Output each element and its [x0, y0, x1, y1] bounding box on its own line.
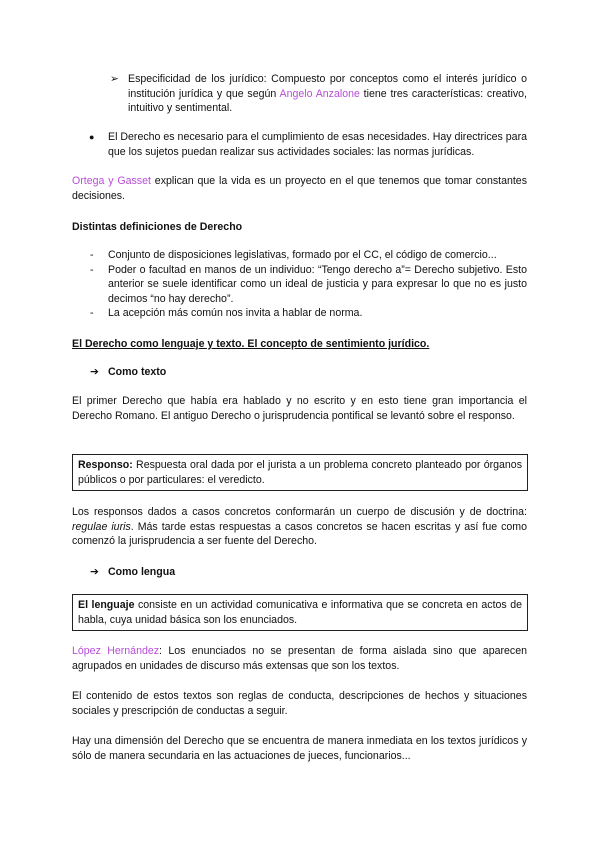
- list-item: - Poder o facultad en manos de un individuo: “Tengo derecho a”= Derecho subjetivo. Esto anterior se suele identificar como un ideal de justicia y para expresar lo que no es justo decimos “no hay derecho”.: [90, 263, 527, 305]
- responso-definition-box: Responso: Respuesta oral dada por el jurista a un problema concreto planteado por órganos públicos o por particulares: el veredicto.: [72, 454, 528, 491]
- lenguaje-definition-box: El lenguaje consiste en un actividad comunicativa e informativa que se concreta en actos de habla, cuya unidad básica son los enunciados.: [72, 594, 528, 631]
- dimension-paragraph: Hay una dimensión del Derecho que se encuentra de manera inmediata en los textos jurídicos y sólo de manera secundaria en las actuaciones de jueces, funcionarios...: [72, 735, 527, 762]
- definitions-heading: Distintas definiciones de Derecho: [72, 221, 243, 233]
- bullet-derecho-necesario: [89, 130, 527, 159]
- dash-marker: -: [90, 263, 94, 276]
- primer-derecho-paragraph: El primer Derecho que había era hablado y no escrito y en esto tiene gran importancia el Derecho Romano. El antiguo Derecho o jurisprudencia pontifical se levantó sobre el responso.: [72, 395, 527, 422]
- definitions-list: [90, 248, 527, 321]
- section-heading-lenguaje-texto: El Derecho como lenguaje y texto. El concepto de sentimiento jurídico.: [72, 338, 430, 350]
- especificidad-text: Especificidad de los jurídico: Compuesto por conceptos como el interés jurídico o institución jurídica y que según Angelo Anzalone tiene tres características: creativo, intuitivo y sentimental.: [128, 73, 527, 114]
- contenido-paragraph: El contenido de estos textos son reglas de conducta, descripciones de hechos y situaciones sociales y prescripción de conductas a seguir.: [72, 690, 527, 717]
- dash-marker: -: [90, 249, 94, 261]
- bullet-text: El Derecho es necesario para el cumplimiento de esas necesidades. Hay directrices para que los sujetos puedan realizar sus actividades sociales: las normas jurídicas.: [108, 131, 527, 158]
- author-anzalone: Angelo Anzalone: [279, 87, 360, 100]
- subheading-como-texto: ➔ Como texto: [90, 366, 167, 378]
- right-arrow-icon: ➔: [90, 566, 99, 578]
- author-lopez: López Hernández: [72, 645, 160, 657]
- list-item: - La acepción más común nos invita a hablar de norma.: [90, 307, 363, 319]
- dash-marker: -: [90, 307, 94, 319]
- round-bullet-icon: ●: [89, 132, 95, 142]
- subheading-como-lengua: ➔ Como lengua: [90, 566, 176, 578]
- lopez-paragraph: López Hernández: Los enunciados no se presentan de forma aislada sino que aparecen agrupados en unidades de discurso más extensas que son los textos.: [72, 645, 527, 672]
- regulae-iuris-term: regulae iuris: [72, 520, 131, 533]
- list-item: - Conjunto de disposiciones legislativas, formado por el CC, el código de comercio...: [90, 249, 497, 261]
- ortega-paragraph: Ortega y Gasset explican que la vida es un proyecto en el que tenemos que tomar constantes decisiones.: [72, 175, 527, 202]
- right-arrow-icon: ➔: [90, 366, 99, 378]
- arrowhead-bullet-icon: ➢: [110, 73, 119, 85]
- sub-bullet-especificidad: [110, 72, 527, 116]
- author-ortega: Ortega y Gasset: [72, 175, 151, 187]
- responsos-paragraph: Los responsos dados a casos concretos conformarán un cuerpo de discusión y de doctrina: regulae iuris. Más tarde estas respuestas a casos concretos se hacen escritas y así fue como comenzó la jurisprudencia a ser fuente del Derecho.: [72, 506, 527, 547]
